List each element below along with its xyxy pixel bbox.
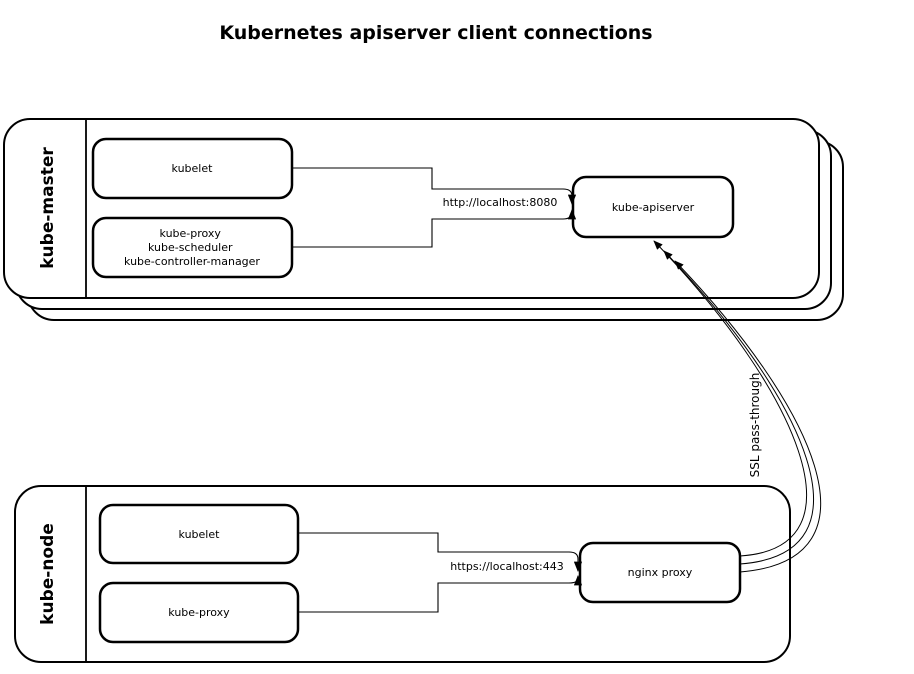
ssl-pass-through-label: SSL pass-through: [748, 372, 762, 478]
node-kube-apiserver: [573, 177, 733, 237]
kubelet-master-text: kubelet: [171, 162, 213, 175]
diagram-title: Kubernetes apiserver client connections: [219, 22, 653, 44]
node-nginx-proxy: [580, 543, 740, 602]
node-kubelet-node: [100, 505, 298, 563]
container-kube-node: [15, 486, 790, 662]
master-services-line-2: kube-scheduler: [147, 241, 233, 254]
kube-master-label: kube-master: [38, 147, 58, 269]
nginx-proxy-text: nginx proxy: [627, 566, 693, 579]
edge-label-https-localhost-443: https://localhost:443: [450, 560, 564, 573]
master-services-line-3: kube-controller-manager: [124, 255, 260, 268]
container-kube-master: [4, 119, 843, 320]
edge-label-http-localhost-8080: http://localhost:8080: [442, 196, 558, 209]
node-kubelet-master: [93, 139, 292, 198]
node-kube-proxy-node: [100, 583, 298, 642]
kube-proxy-node-text: kube-proxy: [168, 606, 230, 619]
kube-apiserver-text: kube-apiserver: [611, 201, 695, 214]
kube-node-label: kube-node: [38, 523, 58, 625]
master-services-line-1: kube-proxy: [159, 227, 221, 240]
node-master-services: [93, 218, 292, 277]
kubelet-node-text: kubelet: [178, 528, 220, 541]
